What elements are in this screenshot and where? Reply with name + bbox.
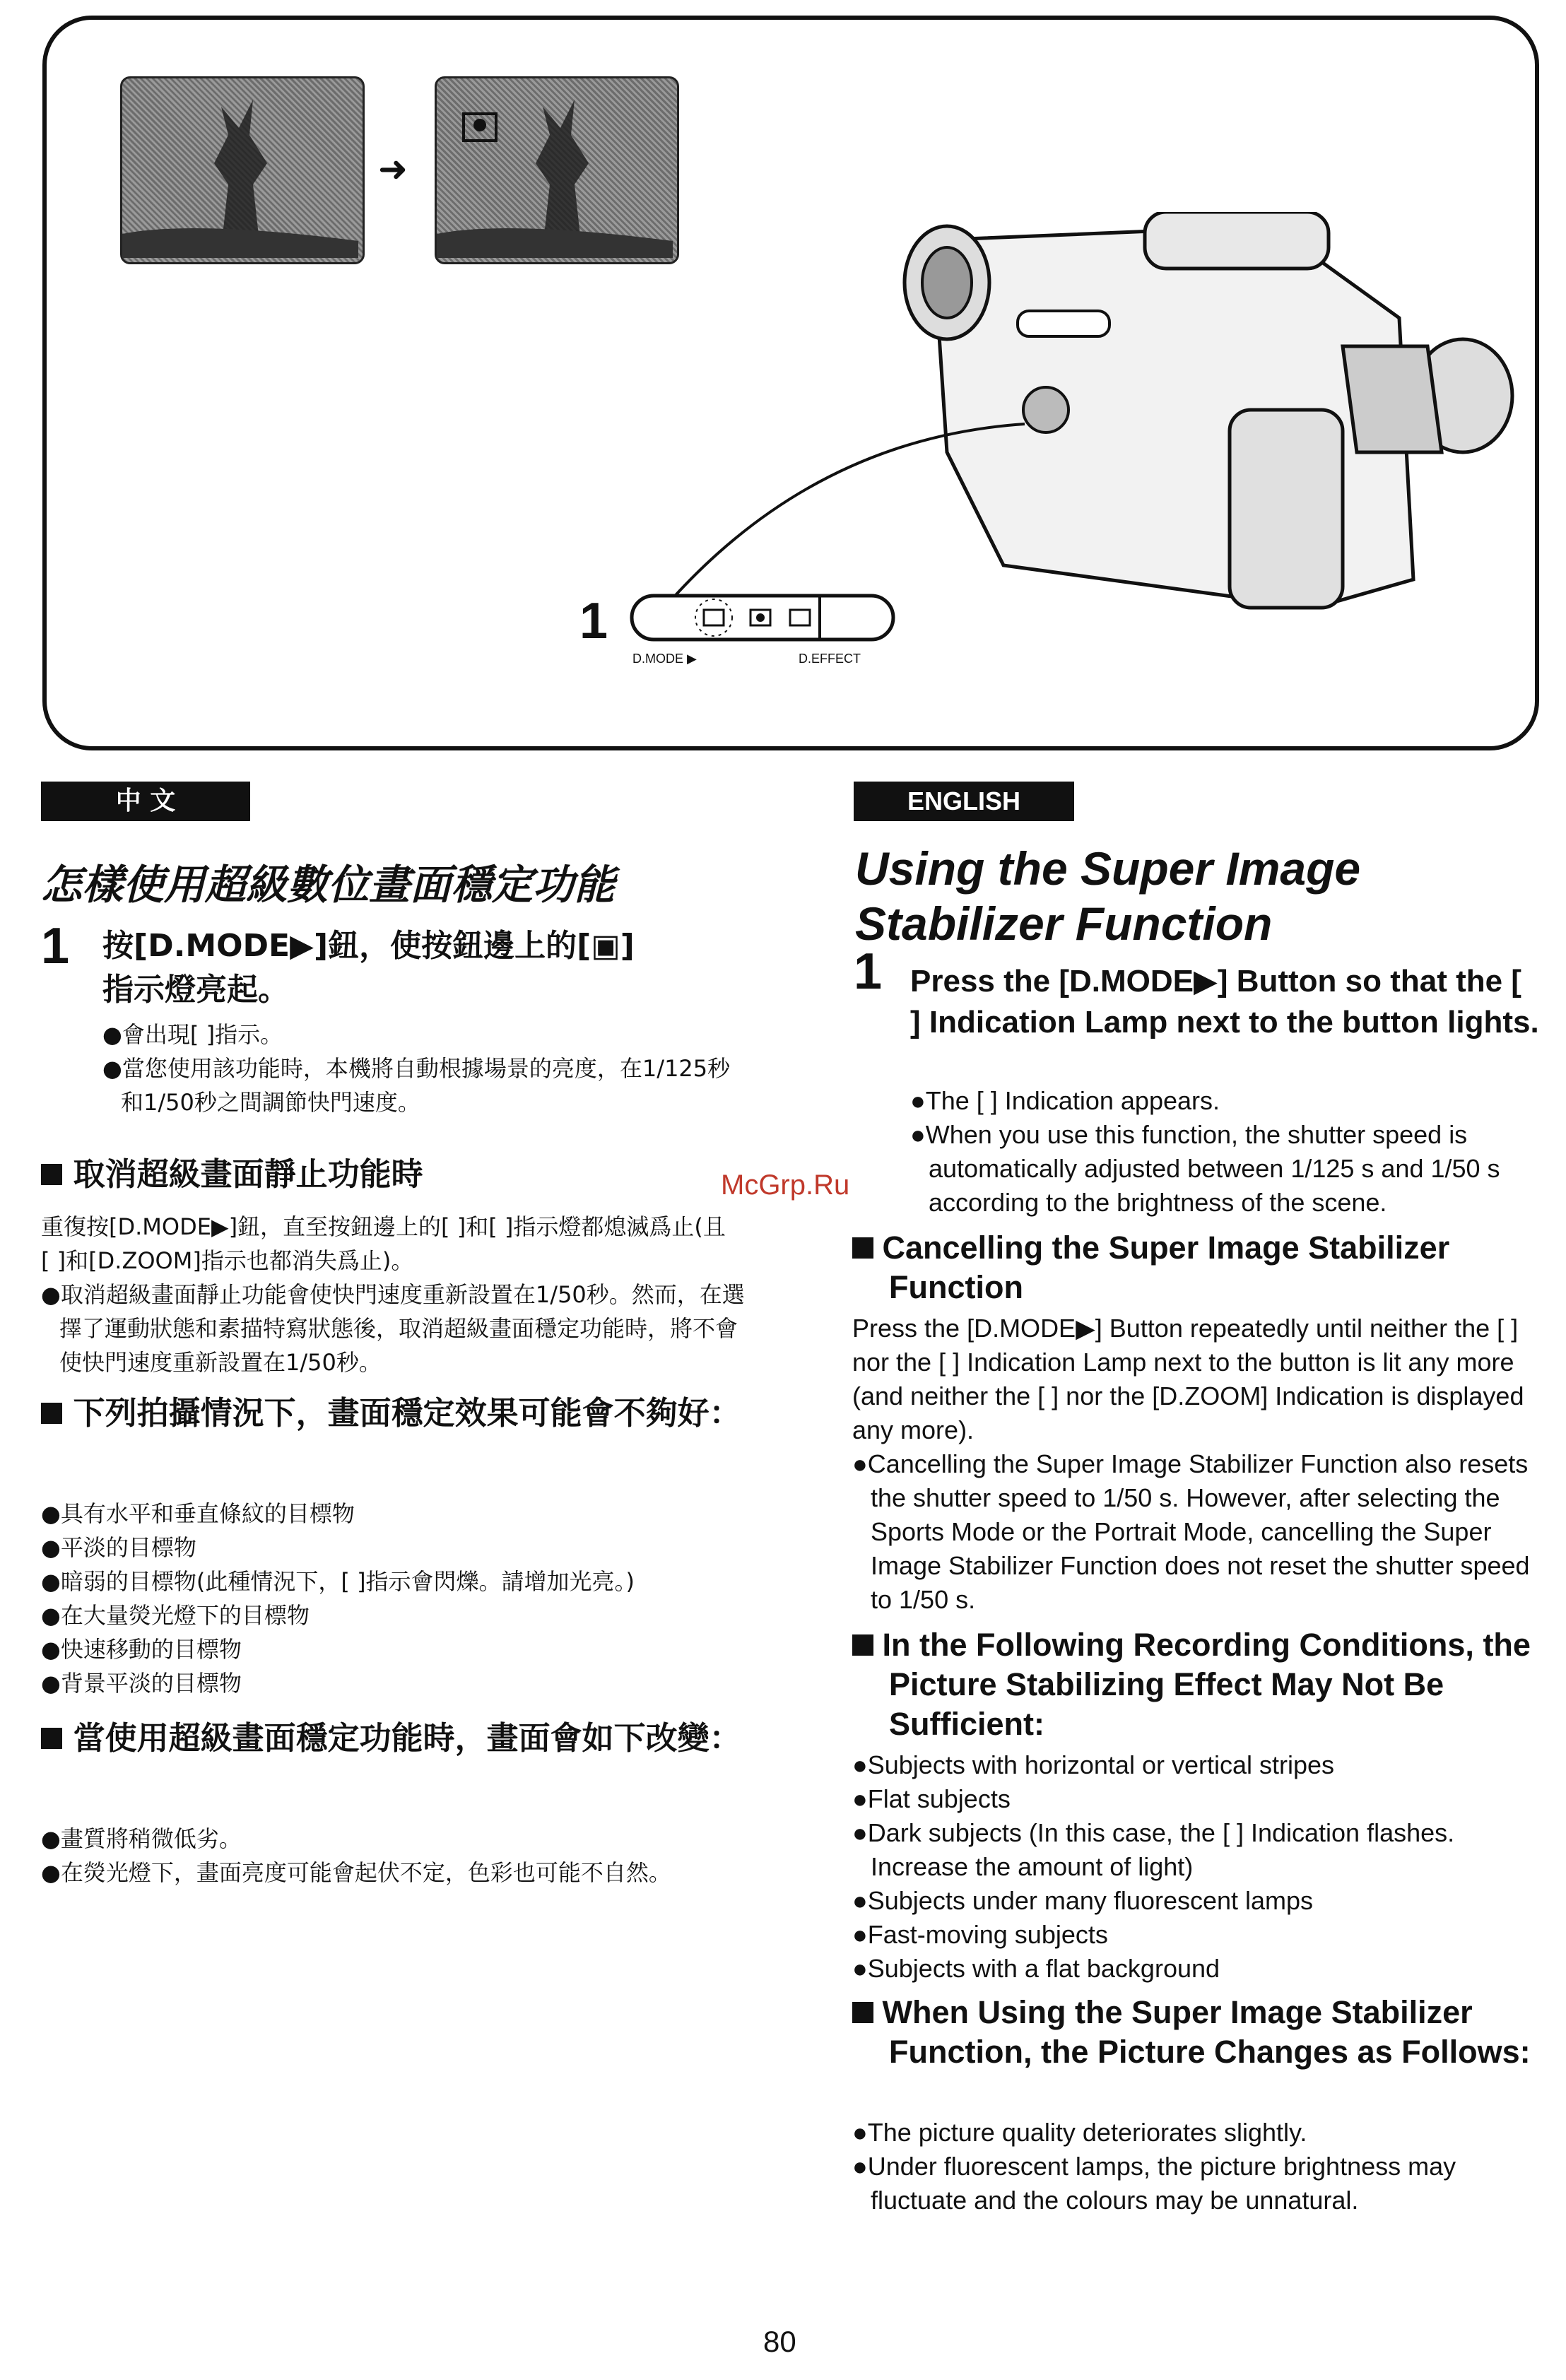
list-item: ●The [ ] Indication appears.	[910, 1086, 1220, 1115]
english-section-bullet: ●Cancelling the Super Image Stabilizer Function also resets the shutter speed to 1/50 s. However, after selecting the Sports Mode or the Portrait Mode, cancelling the Super Image Stabilizer Function does not reset the shutter speed to 1/50 s.	[852, 1449, 1530, 1614]
deffect-label: D.EFFECT	[799, 652, 861, 666]
chinese-step-text: 按[D.MODE▶]鈕，使按鈕邊上的[▣] 指示燈亮起。	[102, 928, 635, 1008]
list-item: ●平淡的目標物	[41, 1534, 196, 1561]
chinese-section-heading: 下列拍攝情況下，畫面穩定效果可能會不夠好：	[41, 1391, 773, 1436]
chinese-step-bullets	[102, 1018, 731, 1119]
list-item: ●Subjects with a flat background	[852, 1954, 1220, 1983]
chinese-changes-list	[41, 1822, 734, 1890]
english-step-bullets	[910, 1084, 1546, 1220]
list-item: ●Flat subjects	[852, 1784, 1011, 1813]
list-item: ●Under fluorescent lamps, the picture brightness may fluctuate and the colours may be unnatural.	[852, 2152, 1456, 2215]
chinese-section-heading: 當使用超級畫面穩定功能時，畫面會如下改變：	[41, 1716, 773, 1761]
list-item: ●畫質將稍微低劣。	[41, 1825, 242, 1852]
page-number: 80	[763, 2325, 796, 2358]
english-section-body: Press the [D.MODE▶] Button repeatedly until neither the [ ] nor the [ ] Indication Lamp next to the button is lit any more (and neither the [ ] nor the [D.ZOOM] Indication is displayed any more).	[852, 1314, 1524, 1444]
english-title: Using the Super Image Stabilizer Function	[855, 842, 1361, 950]
watermark: McGrp.Ru	[721, 1170, 850, 1201]
english-section-heading: In the Following Recording Conditions, the Picture Stabilizing Effect May Not Be Sufficient:	[852, 1625, 1566, 1744]
list-item: ●快速移動的目標物	[41, 1636, 242, 1663]
list-item: ●Dark subjects (In this case, the [ ] Indication flashes. Increase the amount of light)	[852, 1818, 1455, 1881]
chinese-section-heading: 取消超級畫面靜止功能時	[41, 1152, 734, 1197]
english-tag: ENGLISH	[854, 782, 1074, 821]
english-conditions-list	[852, 1748, 1545, 1986]
figure-step-label: 1	[579, 593, 608, 649]
list-item: ●在大量熒光燈下的目標物	[41, 1602, 310, 1629]
scene-photo-before	[120, 76, 365, 264]
chinese-tag: 中 文	[41, 782, 250, 821]
english-section-heading: When Using the Super Image Stabilizer Function, the Picture Changes as Follows:	[852, 1993, 1566, 2072]
list-item: ●在熒光燈下，畫面亮度可能會起伏不定，色彩也可能不自然。	[41, 1859, 671, 1886]
english-section-heading: Cancelling the Super Image Stabilizer Function	[852, 1228, 1566, 1307]
list-item: ●When you use this function, the shutter speed is automatically adjusted between 1/125 s and 1/50 s according to the brightness of the scene.	[910, 1120, 1500, 1217]
list-item: ●當您使用該功能時，本機將自動根據場景的亮度，在1/125秒和1/50秒之間調節快門速度。	[102, 1055, 731, 1116]
list-item: ●暗弱的目標物(此種情況下，[ ]指示會閃爍。請增加光亮。)	[41, 1568, 635, 1595]
list-item: ●Subjects under many fluorescent lamps	[852, 1886, 1314, 1915]
english-changes-list	[852, 2116, 1545, 2217]
list-item: ●背景平淡的目標物	[41, 1670, 242, 1697]
list-item: ●會出現[ ]指示。	[102, 1021, 283, 1048]
english-step-number: 1	[854, 943, 883, 1000]
list-item: ●The picture quality deteriorates slightly.	[852, 2118, 1307, 2147]
chinese-step-number: 1	[41, 918, 70, 974]
arrow-icon: ➜	[378, 149, 408, 189]
indicator-icon: ▣	[591, 928, 620, 964]
chinese-conditions-list	[41, 1497, 734, 1700]
chinese-section-bullet: ●取消超級畫面靜止功能會使快門速度重新設置在1/50秒。然而，在選擇了運動狀態和素描特寫狀態後，取消超級畫面穩定功能時，將不會使快門速度重新設置在1/50秒。	[41, 1281, 745, 1376]
chinese-section-body: 重復按[D.MODE▶]鈕，直至按鈕邊上的[ ]和[ ]指示燈都熄滅爲止(且[ ]和[D.ZOOM]指示也都消失爲止)。	[41, 1213, 726, 1274]
list-item: ●具有水平和垂直條紋的目標物	[41, 1500, 355, 1527]
dmode-label: D.MODE ▶	[632, 652, 697, 666]
mode-button-panel	[629, 590, 897, 647]
english-step-text: Press the [D.MODE▶] Button so that the [ ] Indication Lamp next to the button lights.	[910, 964, 1539, 1039]
chinese-title: 怎樣使用超級數位畫面穩定功能	[41, 861, 616, 909]
list-item: ●Subjects with horizontal or vertical stripes	[852, 1750, 1335, 1779]
list-item: ●Fast-moving subjects	[852, 1920, 1108, 1949]
